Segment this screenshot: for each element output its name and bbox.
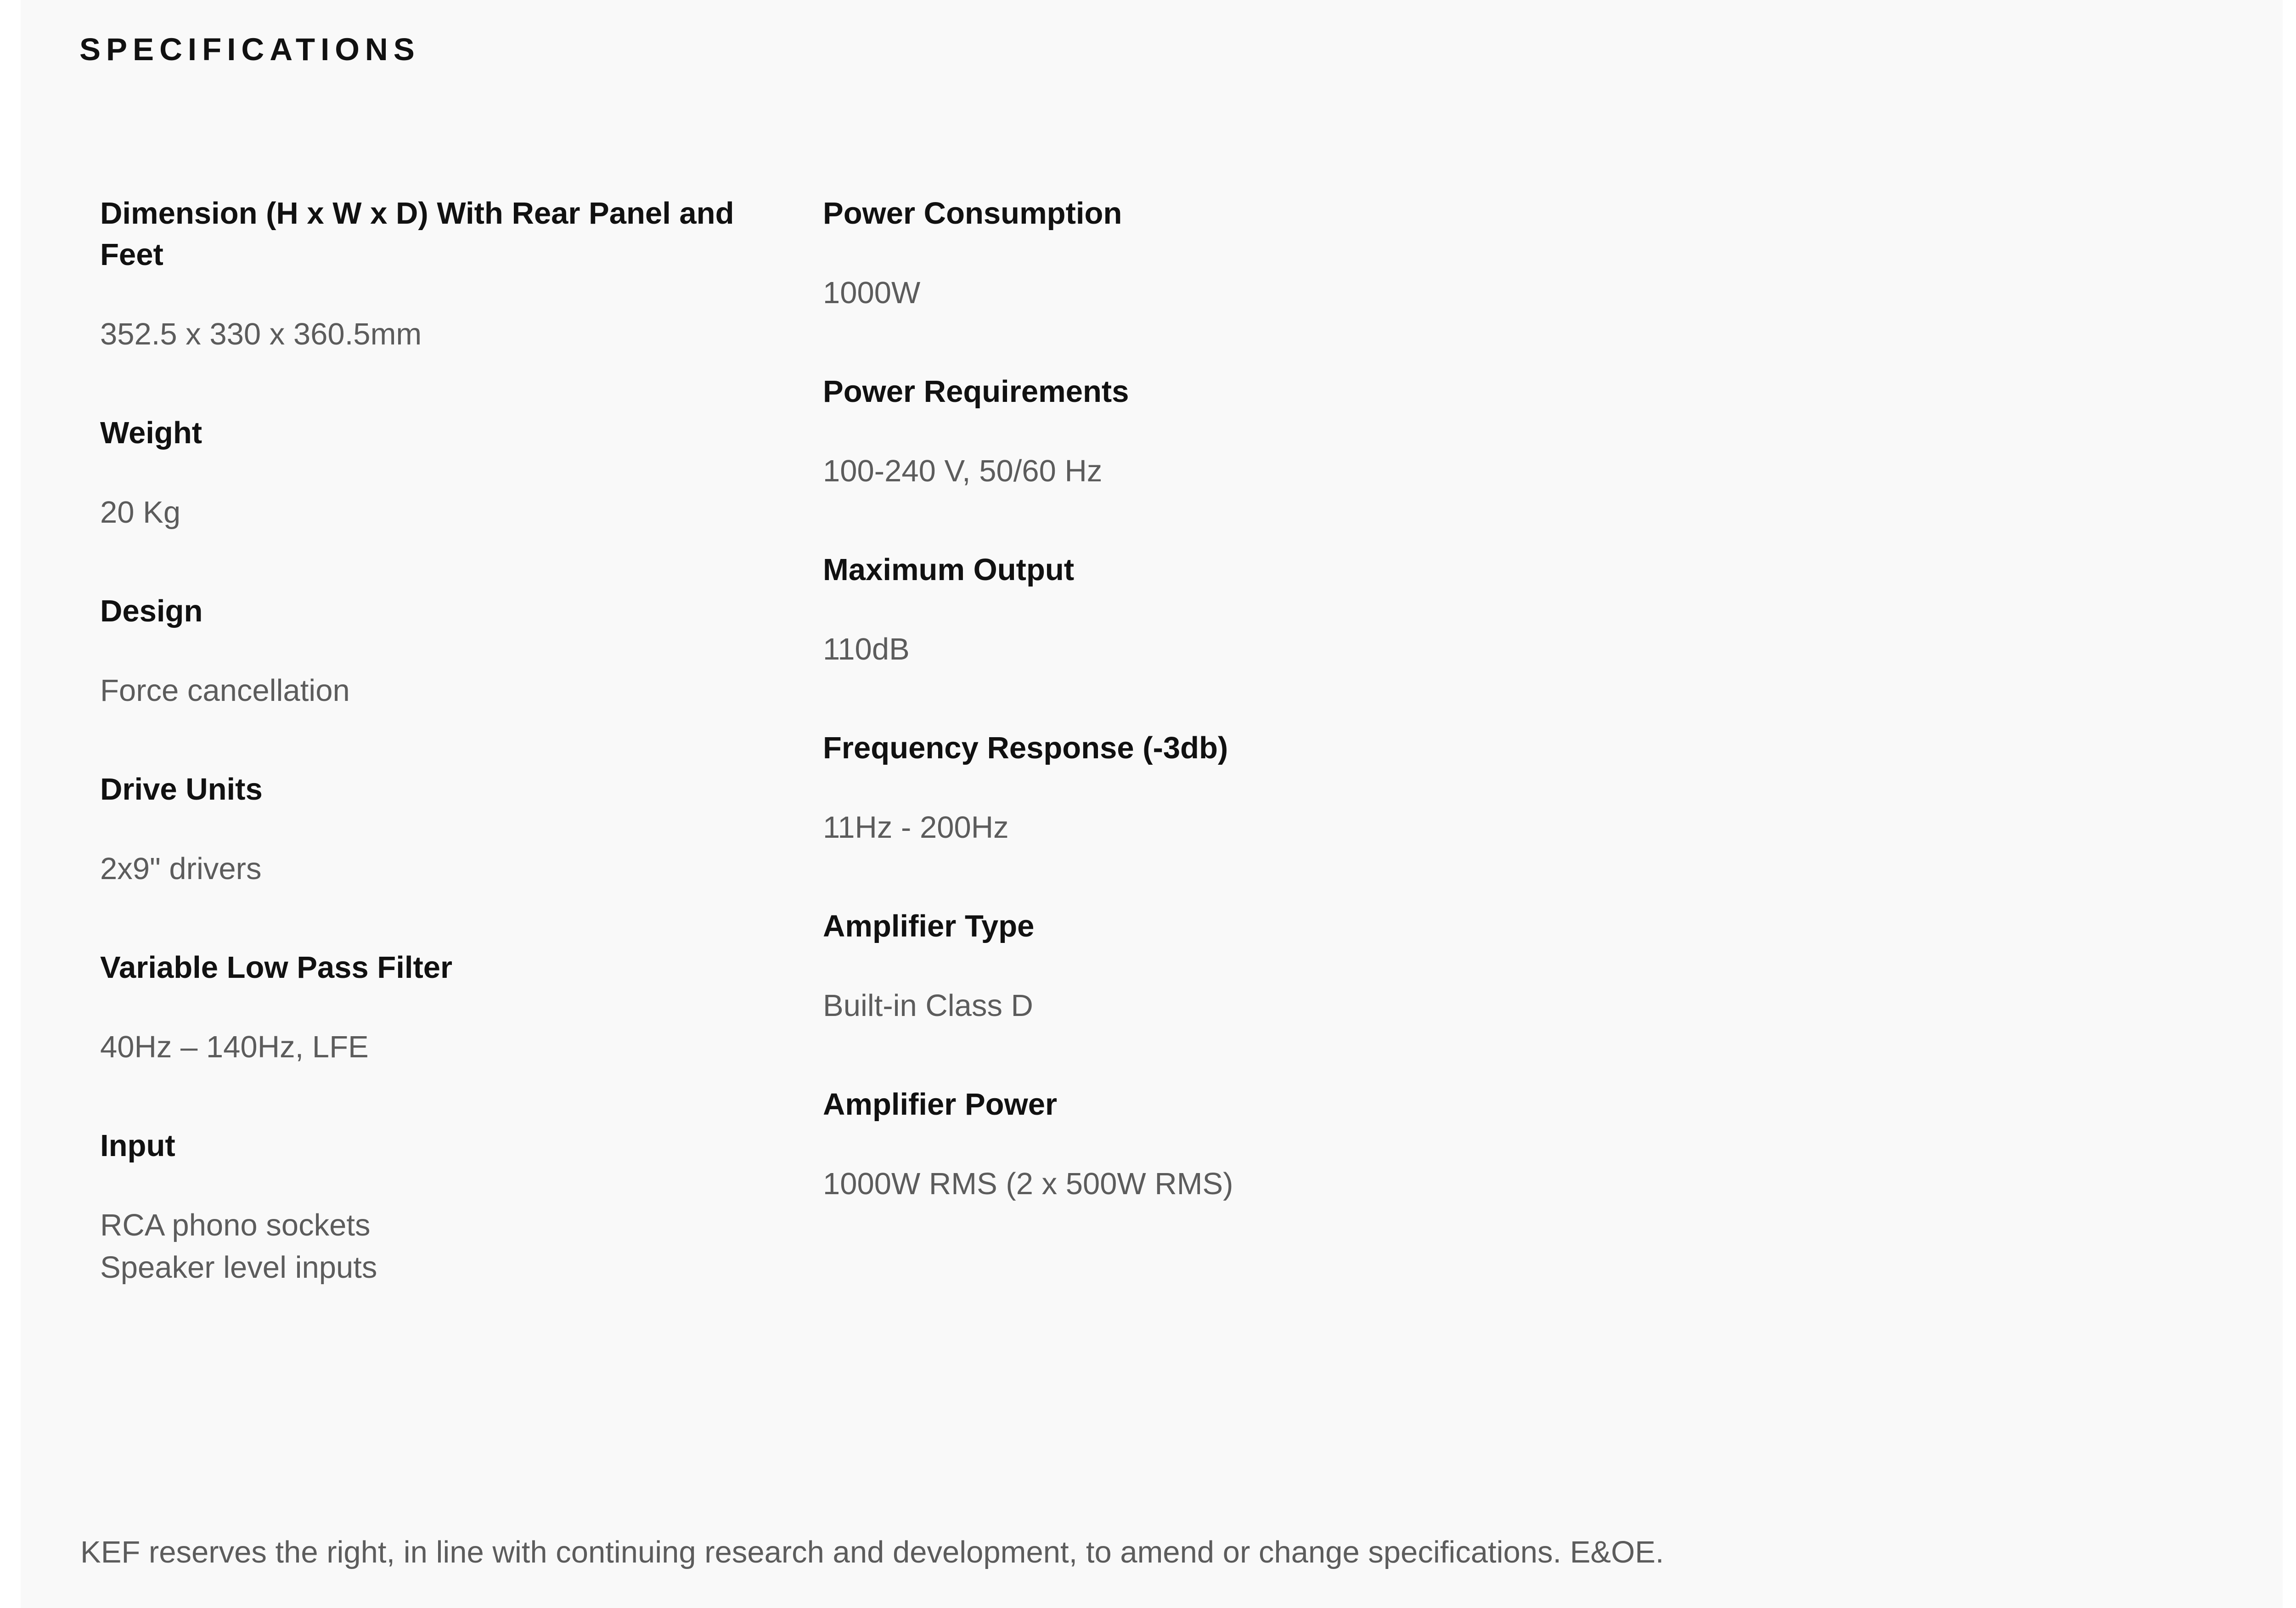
spec-label: Frequency Response (-3db) xyxy=(823,731,1228,765)
spec-item xyxy=(823,193,1558,314)
spec-value-line: 20 Kg xyxy=(100,495,181,530)
spec-value xyxy=(823,1163,1558,1205)
spec-value-line: 11Hz - 200Hz xyxy=(823,810,1009,845)
spec-value xyxy=(823,807,1558,849)
spec-value-line: 1000W RMS (2 x 500W RMS) xyxy=(823,1167,1233,1201)
spec-item xyxy=(100,412,766,534)
spec-label: Amplifier Power xyxy=(823,1087,1058,1122)
spec-value-line: 40Hz – 140Hz, LFE xyxy=(100,1030,369,1064)
spec-value xyxy=(100,313,766,355)
spec-label: Power Requirements xyxy=(823,374,1129,409)
section-title: SPECIFICATIONS xyxy=(79,32,420,67)
spec-value xyxy=(823,985,1558,1027)
spec-item xyxy=(100,947,766,1068)
spec-value xyxy=(823,628,1558,671)
spec-value xyxy=(100,848,766,890)
spec-label: Input xyxy=(100,1128,175,1163)
spec-value-line: 110dB xyxy=(823,632,910,666)
spec-label: Drive Units xyxy=(100,772,263,807)
spec-item xyxy=(823,1084,1558,1205)
spec-item xyxy=(100,591,766,712)
spec-value-line: 1000W xyxy=(823,276,921,310)
spec-value-line: 2x9" drivers xyxy=(100,852,262,886)
spec-value-line: 100-240 V, 50/60 Hz xyxy=(823,454,1103,488)
spec-label: Design xyxy=(100,594,203,628)
spec-item xyxy=(823,549,1558,671)
spec-value xyxy=(100,670,766,712)
spec-value xyxy=(100,491,766,534)
spec-value-line: Force cancellation xyxy=(100,673,350,708)
spec-value xyxy=(823,272,1558,314)
spec-value-line: RCA phono sockets xyxy=(100,1208,371,1242)
spec-label: Amplifier Type xyxy=(823,909,1035,943)
spec-value xyxy=(100,1026,766,1068)
spec-item xyxy=(823,728,1558,849)
spec-value xyxy=(100,1204,766,1289)
spec-label: Power Consumption xyxy=(823,196,1122,231)
spec-value-line: Speaker level inputs xyxy=(100,1250,377,1285)
spec-value xyxy=(823,450,1558,492)
disclaimer-text: KEF reserves the right, in line with continuing research and development, to amend or change specifications. E&OE. xyxy=(80,1535,1664,1569)
spec-item xyxy=(100,769,766,890)
spec-item xyxy=(100,1125,766,1289)
spec-label: Variable Low Pass Filter xyxy=(100,950,453,985)
spec-item xyxy=(823,906,1558,1027)
spec-item xyxy=(100,193,766,355)
spec-item xyxy=(823,371,1558,492)
specifications-panel xyxy=(21,0,2283,1608)
specs-column-right xyxy=(823,193,1558,1262)
spec-value-line: 352.5 x 330 x 360.5mm xyxy=(100,317,422,351)
specs-column-left xyxy=(100,193,766,1346)
spec-value-line: Built-in Class D xyxy=(823,988,1033,1023)
spec-label: Dimension (H x W x D) With Rear Panel and Feet xyxy=(100,196,734,272)
spec-label: Weight xyxy=(100,416,203,450)
spec-label: Maximum Output xyxy=(823,553,1075,587)
